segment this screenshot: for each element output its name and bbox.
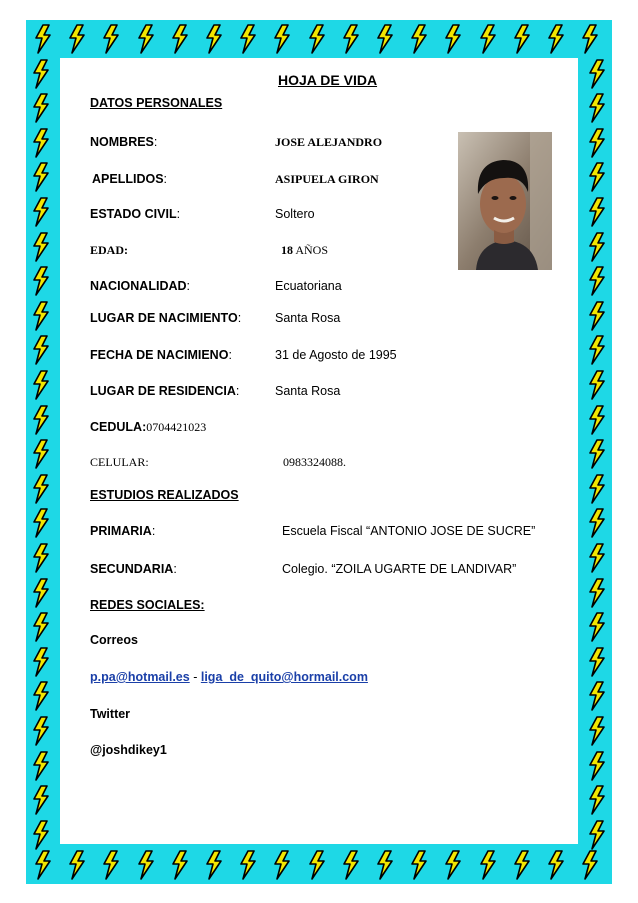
colon: : — [153, 135, 158, 149]
lightning-bolt-icon — [30, 751, 52, 781]
lightning-bolt-icon — [586, 439, 608, 469]
lightning-bolt-icon — [511, 24, 533, 54]
lugar-nacimiento-label — [90, 311, 241, 325]
lightning-bolt-icon — [586, 370, 608, 400]
lightning-bolt-icon — [586, 59, 608, 89]
lightning-bolt-icon — [169, 850, 191, 880]
photo-portrait — [458, 132, 552, 270]
lightning-bolt-icon — [30, 266, 52, 296]
lightning-bolt-icon — [30, 405, 52, 435]
lightning-bolt-icon — [511, 850, 533, 880]
lightning-bolt-icon — [169, 24, 191, 54]
lightning-bolt-icon — [30, 335, 52, 365]
cedula-value: 0704421023 — [146, 420, 207, 434]
estado-civil-label — [90, 207, 180, 221]
lightning-bolt-icon — [586, 647, 608, 677]
lightning-bolt-icon — [30, 59, 52, 89]
fecha-nacimiento-label — [90, 348, 232, 362]
lightning-bolt-icon — [586, 335, 608, 365]
lightning-bolt-icon — [203, 850, 225, 880]
lightning-bolt-icon — [237, 24, 259, 54]
lightning-bolt-icon — [586, 128, 608, 158]
lightning-bolt-icon — [374, 850, 396, 880]
colon: : — [173, 562, 177, 576]
email-row — [90, 670, 368, 684]
estado-label-text: ESTADO CIVIL — [90, 207, 177, 221]
lightning-bolt-icon — [271, 850, 293, 880]
page-title: HOJA DE VIDA — [278, 72, 378, 88]
lightning-bolt-icon — [306, 850, 328, 880]
lightning-bolt-icon — [30, 439, 52, 469]
colon: : — [228, 348, 232, 362]
lightning-bolt-icon — [30, 612, 52, 642]
colon: : — [237, 311, 242, 325]
lightning-bolt-icon — [66, 850, 88, 880]
edad-unit: AÑOS — [295, 243, 329, 257]
lightning-bolt-icon — [545, 24, 567, 54]
lightning-bolt-icon — [306, 24, 328, 54]
apellidos-value: ASIPUELA GIRON — [275, 172, 379, 186]
lightning-bolt-icon — [408, 850, 430, 880]
lightning-bolt-icon — [586, 820, 608, 850]
nombres-label — [90, 135, 157, 149]
lightning-bolt-icon — [30, 647, 52, 677]
lightning-bolt-icon — [135, 850, 157, 880]
lightning-bolt-icon — [30, 543, 52, 573]
edad-value — [281, 243, 328, 258]
lightning-bolt-icon — [586, 474, 608, 504]
colon: : — [186, 279, 191, 293]
secundaria-value: Colegio. “ZOILA UGARTE DE LANDIVAR” — [282, 562, 517, 576]
lightning-bolt-icon — [135, 24, 157, 54]
primaria-label — [90, 524, 155, 538]
lightning-bolt-icon — [271, 24, 293, 54]
nombres-value: JOSE ALEJANDRO — [275, 135, 383, 149]
email-link-2[interactable]: liga_de_quito@hormail.com — [200, 670, 368, 684]
lightning-bolt-icon — [66, 24, 88, 54]
lightning-bolt-icon — [237, 850, 259, 880]
lightning-bolt-icon — [30, 301, 52, 331]
lightning-bolt-icon — [100, 24, 122, 54]
nacionalidad-value: Ecuatoriana — [275, 279, 342, 293]
lightning-bolt-icon — [340, 850, 362, 880]
lightning-bolt-icon — [477, 24, 499, 54]
celular-label: CELULAR: — [90, 455, 149, 469]
lightning-bolt-icon — [30, 820, 52, 850]
lightning-bolt-icon — [408, 24, 430, 54]
lugar-residencia-label — [90, 384, 239, 398]
lightning-bolt-icon — [340, 24, 362, 54]
nacionalidad-label — [90, 279, 190, 293]
lightning-bolt-icon — [30, 197, 52, 227]
colon: : — [151, 524, 156, 538]
lightning-bolt-icon — [545, 850, 567, 880]
cedula-row — [90, 420, 206, 435]
edad-number: 18 — [281, 243, 293, 257]
secundaria-label-text: SECUNDARIA — [90, 562, 174, 576]
email-separator: - — [193, 670, 198, 684]
fecha-nacimiento-value: 31 de Agosto de 1995 — [275, 348, 397, 362]
apellidos-label-text: APELLIDOS — [92, 172, 164, 186]
lightning-bolt-icon — [30, 474, 52, 504]
lugar-nac-label-text: LUGAR DE NACIMIENTO — [90, 311, 238, 325]
lightning-bolt-icon — [586, 266, 608, 296]
lightning-bolt-icon — [586, 716, 608, 746]
lightning-bolt-icon — [586, 751, 608, 781]
edad-label: EDAD: — [90, 243, 128, 257]
residencia-label-text: LUGAR DE RESIDENCIA — [90, 384, 236, 398]
section-social-heading: REDES SOCIALES: — [90, 598, 205, 612]
lightning-bolt-icon — [30, 716, 52, 746]
colon: : — [235, 384, 240, 398]
cedula-label: CEDULA: — [90, 420, 147, 434]
primaria-label-text: PRIMARIA — [90, 524, 152, 538]
lightning-bolt-icon — [30, 93, 52, 123]
lightning-bolt-icon — [203, 24, 225, 54]
lightning-bolt-icon — [30, 162, 52, 192]
colon: : — [163, 172, 168, 186]
secundaria-label — [90, 562, 177, 576]
lightning-bolt-icon — [374, 24, 396, 54]
lightning-bolt-icon — [586, 232, 608, 262]
lightning-bolt-icon — [586, 197, 608, 227]
correos-label: Correos — [90, 633, 138, 647]
profile-photo — [458, 132, 552, 270]
lightning-bolt-icon — [586, 93, 608, 123]
nacionalidad-label-text: NACIONALIDAD — [90, 279, 187, 293]
lightning-bolt-icon — [477, 850, 499, 880]
lightning-bolt-icon — [32, 850, 54, 880]
lightning-bolt-icon — [30, 578, 52, 608]
lugar-nacimiento-value: Santa Rosa — [275, 311, 341, 325]
lightning-bolt-icon — [586, 543, 608, 573]
twitter-label: Twitter — [90, 707, 131, 721]
lightning-bolt-icon — [30, 681, 52, 711]
celular-value: 0983324088. — [283, 455, 346, 469]
lightning-bolt-icon — [579, 850, 601, 880]
section-personal-heading: DATOS PERSONALES — [90, 96, 223, 110]
lightning-bolt-icon — [30, 370, 52, 400]
lightning-bolt-icon — [442, 850, 464, 880]
lightning-bolt-icon — [30, 232, 52, 262]
apellidos-label — [92, 172, 167, 186]
lightning-bolt-icon — [586, 162, 608, 192]
lightning-bolt-icon — [30, 128, 52, 158]
lightning-bolt-icon — [586, 301, 608, 331]
lightning-bolt-icon — [442, 24, 464, 54]
colon: : — [176, 207, 181, 221]
estado-civil-value: Soltero — [275, 207, 315, 221]
lightning-bolt-icon — [586, 578, 608, 608]
fecha-label-text: FECHA DE NACIMIENO — [90, 348, 229, 362]
lightning-bolt-icon — [30, 508, 52, 538]
lightning-bolt-icon — [579, 24, 601, 54]
lightning-bolt-icon — [30, 785, 52, 815]
lightning-bolt-icon — [100, 850, 122, 880]
lightning-bolt-icon — [32, 24, 54, 54]
lightning-bolt-icon — [586, 612, 608, 642]
lightning-bolt-icon — [586, 681, 608, 711]
lightning-bolt-icon — [586, 785, 608, 815]
twitter-handle: @joshdikey1 — [90, 743, 167, 757]
section-studies-heading: ESTUDIOS REALIZADOS — [90, 488, 239, 502]
lightning-bolt-icon — [586, 508, 608, 538]
email-link-1[interactable]: p.pa@hotmail.es — [90, 670, 190, 684]
lightning-bolt-icon — [586, 405, 608, 435]
lugar-residencia-value: Santa Rosa — [275, 384, 341, 398]
primaria-value: Escuela Fiscal “ANTONIO JOSE DE SUCRE” — [282, 524, 536, 538]
nombres-label-text: NOMBRES — [90, 135, 154, 149]
